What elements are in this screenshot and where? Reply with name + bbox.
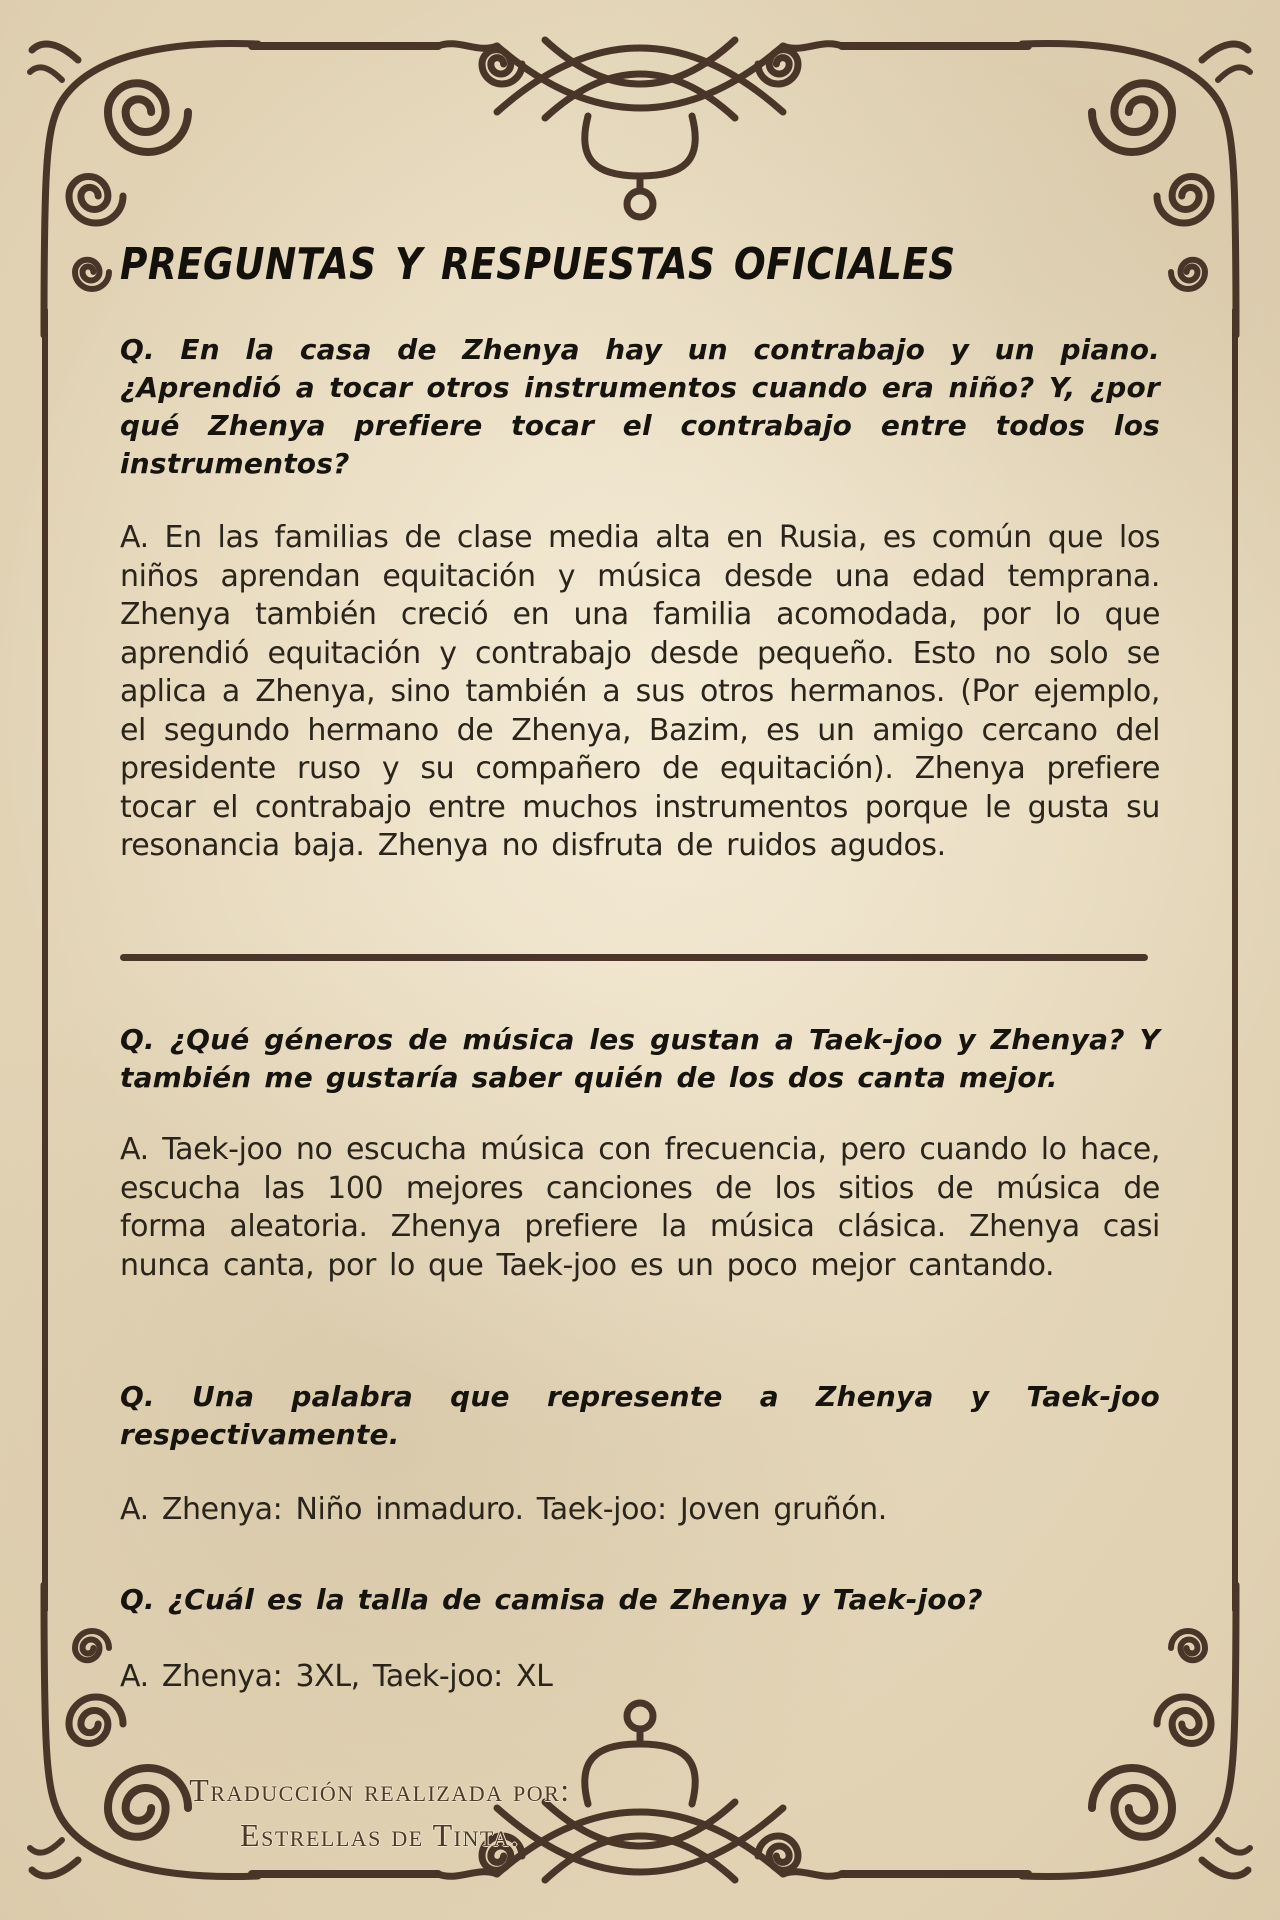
question-text-1: Q. En la casa de Zhenya hay un contrabajo y un piano. ¿Aprendió a tocar otros instrumentos cuando era niño? Y, ¿por qué Zhenya prefiere tocar el contrabajo entre todos los instrumentos? — [120, 333, 1160, 480]
footer-credit — [110, 1768, 650, 1858]
page-title: PREGUNTAS Y RESPUESTAS OFICIALES — [120, 239, 956, 291]
answer-text-3: A. Zhenya: Niño inmaduro. Taek-joo: Joven gruñón. — [120, 1492, 887, 1527]
corner-flourish-bottom-right-icon — [1022, 1585, 1250, 1877]
corner-flourish-top-left-icon — [30, 43, 258, 335]
section-divider — [120, 954, 1148, 961]
question-text-2: Q. ¿Qué géneros de música les gustan a Taek-joo y Zhenya? Y también me gustaría saber quién de los dos canta mejor. — [120, 1023, 1160, 1094]
answer-text-1: A. En las familias de clase media alta en Rusia, es común que los niños aprendan equitación y música desde una edad temprana. Zhenya también creció en una familia acomodada, por lo que aprendió equitación y contrabajo desde pequeño. Esto no solo se aplica a Zhenya, sino también a sus otros hermanos. (Por ejemplo, el segundo hermano de Zhenya, Bazim, es un amigo cercano del presidente ruso y su compañero de equitación). Zhenya prefiere tocar el contrabajo entre muchos instrumentos porque le gusta su resonancia baja. Zhenya no disfruta de ruidos agudos. — [120, 520, 1160, 863]
border-top-edge — [252, 40, 1028, 217]
corner-flourish-top-right-icon — [1022, 43, 1250, 335]
footer-credit-line2: Estrellas de Tinta. — [240, 1817, 520, 1853]
answer-text-4: A. Zhenya: 3XL, Taek-joo: XL — [120, 1659, 553, 1694]
question-text-4: Q. ¿Cuál es la talla de camisa de Zhenya y Taek-joo? — [120, 1583, 983, 1616]
center-knot-icon — [438, 40, 842, 217]
footer-credit-line1: Traducción realizada por: — [189, 1772, 571, 1808]
question-text-3: Q. Una palabra que represente a Zhenya y Taek-joo respectivamente. — [120, 1380, 1160, 1451]
answer-text-2: A. Taek-joo no escucha música con frecuencia, pero cuando lo hace, escucha las 100 mejores canciones de los sitios de música de forma aleatoria. Zhenya prefiere la música clásica. Zhenya casi nunca canta, por lo que Taek-joo es un poco mejor cantando. — [120, 1132, 1160, 1283]
